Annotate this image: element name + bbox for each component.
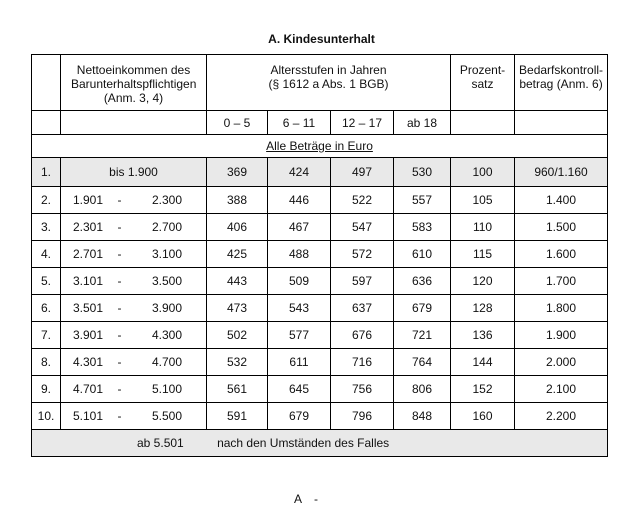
amount-age-18: 764: [394, 349, 451, 376]
amount-age-6-11: 488: [268, 241, 331, 268]
income-to: 3.900: [151, 301, 182, 315]
amount-age-12-17: 522: [331, 187, 394, 214]
amount-age-0-5: 425: [207, 241, 268, 268]
row-number: 4.: [32, 241, 61, 268]
row-number: 1.: [32, 158, 61, 187]
age-col-1: 6 – 11: [268, 111, 331, 135]
income-to: 5.100: [151, 382, 182, 396]
amount-age-12-17: 497: [331, 158, 394, 187]
amount-age-12-17: 756: [331, 376, 394, 403]
income-dash: -: [117, 247, 122, 261]
income-to: 4.300: [151, 328, 182, 342]
currency-note: Alle Beträge in Euro: [266, 139, 373, 153]
amount-age-0-5: 443: [207, 268, 268, 295]
age-col-2: 12 – 17: [331, 111, 394, 135]
header-income: [61, 55, 207, 111]
table-row: [32, 376, 608, 403]
amount-age-18: 530: [394, 158, 451, 187]
demand-control-value: 1.500: [515, 214, 608, 241]
footer-row: [32, 430, 608, 457]
demand-control-value: 1.900: [515, 322, 608, 349]
empty-cell: [61, 111, 207, 135]
row-number: 9.: [32, 376, 61, 403]
amount-age-18: 721: [394, 322, 451, 349]
amount-age-18: 636: [394, 268, 451, 295]
amount-age-18: 806: [394, 376, 451, 403]
amount-age-18: 557: [394, 187, 451, 214]
income-dash: -: [117, 220, 122, 234]
income-dash: -: [117, 328, 122, 342]
percent-value: 115: [451, 241, 515, 268]
income-range: [61, 241, 207, 268]
income-dash: -: [117, 409, 122, 423]
percent-value: 128: [451, 295, 515, 322]
footer-note: nach den Umständen des Falles: [217, 436, 390, 450]
demand-control-value: 960/1.160: [515, 158, 608, 187]
percent-value: 120: [451, 268, 515, 295]
empty-cell: [32, 111, 61, 135]
amount-age-12-17: 547: [331, 214, 394, 241]
amount-age-0-5: 502: [207, 322, 268, 349]
demand-control-value: 2.000: [515, 349, 608, 376]
footer-income: ab 5.501: [137, 436, 184, 450]
table-row: [32, 158, 608, 187]
age-columns-row: [32, 111, 608, 135]
amount-age-0-5: 388: [207, 187, 268, 214]
row-number: 8.: [32, 349, 61, 376]
header-demand: [515, 55, 608, 111]
amount-age-18: 848: [394, 403, 451, 430]
table-row: [32, 187, 608, 214]
empty-cell: [451, 111, 515, 135]
amount-age-12-17: 796: [331, 403, 394, 430]
amount-age-12-17: 572: [331, 241, 394, 268]
row-number: 2.: [32, 187, 61, 214]
header-age-groups: [207, 55, 451, 111]
table-row: [32, 241, 608, 268]
cut-off-text: A -: [294, 492, 318, 506]
header-percent: [451, 55, 515, 111]
amount-age-0-5: 591: [207, 403, 268, 430]
income-from: 4.701: [73, 382, 104, 396]
child-support-table: [31, 54, 608, 457]
income-dash: -: [117, 382, 122, 396]
page-title: A. Kindesunterhalt: [268, 32, 375, 46]
income-to: 4.700: [151, 355, 182, 369]
income-range: [61, 158, 207, 187]
income-to: 2.700: [151, 220, 182, 234]
amount-age-12-17: 676: [331, 322, 394, 349]
amount-age-6-11: 611: [268, 349, 331, 376]
income-from: 2.301: [73, 220, 104, 234]
income-to: 3.100: [151, 247, 182, 261]
footer-cell: [32, 430, 608, 457]
percent-value: 110: [451, 214, 515, 241]
amount-age-0-5: 532: [207, 349, 268, 376]
amount-age-0-5: 561: [207, 376, 268, 403]
age-col-0: 0 – 5: [207, 111, 268, 135]
percent-value: 105: [451, 187, 515, 214]
amount-age-12-17: 716: [331, 349, 394, 376]
demand-control-value: 1.700: [515, 268, 608, 295]
table-row: [32, 403, 608, 430]
income-range: [61, 187, 207, 214]
income-dash: -: [117, 355, 122, 369]
table-row: [32, 322, 608, 349]
demand-control-value: 1.800: [515, 295, 608, 322]
income-from: 3.901: [73, 328, 104, 342]
amount-age-12-17: 637: [331, 295, 394, 322]
table-body: [32, 158, 608, 430]
income-range: [61, 376, 207, 403]
amount-age-6-11: 424: [268, 158, 331, 187]
income-to: 3.500: [151, 274, 182, 288]
header-percent-label: Prozent-satz: [459, 63, 506, 91]
income-range: [61, 322, 207, 349]
percent-value: 136: [451, 322, 515, 349]
amount-age-6-11: 577: [268, 322, 331, 349]
percent-value: 152: [451, 376, 515, 403]
amount-age-18: 610: [394, 241, 451, 268]
row-number: 7.: [32, 322, 61, 349]
amount-age-18: 583: [394, 214, 451, 241]
empty-cell: [515, 111, 608, 135]
header-age-groups-line2: (§ 1612 a Abs. 1 BGB): [268, 77, 389, 91]
income-dash: -: [117, 301, 122, 315]
income-range: [61, 349, 207, 376]
percent-value: 144: [451, 349, 515, 376]
income-from: 5.101: [73, 409, 104, 423]
header-row: [32, 55, 608, 111]
table-row: [32, 268, 608, 295]
amount-age-18: 679: [394, 295, 451, 322]
demand-control-value: 2.100: [515, 376, 608, 403]
income-dash: -: [117, 274, 122, 288]
demand-control-value: 1.400: [515, 187, 608, 214]
header-demand-label: Bedarfskontroll-betrag (Anm. 6): [519, 63, 604, 91]
income-from: 1.901: [73, 193, 104, 207]
percent-value: 160: [451, 403, 515, 430]
income-to: 2.300: [151, 193, 182, 207]
amount-age-6-11: 645: [268, 376, 331, 403]
amount-age-12-17: 597: [331, 268, 394, 295]
header-number-cell: [32, 55, 61, 111]
income-single: bis 1.900: [109, 165, 158, 179]
demand-control-value: 1.600: [515, 241, 608, 268]
demand-control-value: 2.200: [515, 403, 608, 430]
row-number: 10.: [32, 403, 61, 430]
income-range: [61, 268, 207, 295]
income-dash: -: [117, 193, 122, 207]
income-from: 2.701: [73, 247, 104, 261]
income-from: 4.301: [73, 355, 104, 369]
income-range: [61, 214, 207, 241]
row-number: 6.: [32, 295, 61, 322]
income-to: 5.500: [151, 409, 182, 423]
amount-age-6-11: 509: [268, 268, 331, 295]
amount-age-0-5: 369: [207, 158, 268, 187]
income-from: 3.101: [73, 274, 104, 288]
income-range: [61, 403, 207, 430]
table-row: [32, 295, 608, 322]
currency-note-cell: [32, 135, 608, 158]
income-from: 3.501: [73, 301, 104, 315]
amount-age-6-11: 446: [268, 187, 331, 214]
amount-age-0-5: 406: [207, 214, 268, 241]
row-number: 3.: [32, 214, 61, 241]
age-col-3: ab 18: [394, 111, 451, 135]
table-row: [32, 214, 608, 241]
income-range: [61, 295, 207, 322]
amount-age-6-11: 467: [268, 214, 331, 241]
amount-age-6-11: 543: [268, 295, 331, 322]
row-number: 5.: [32, 268, 61, 295]
table-row: [32, 349, 608, 376]
percent-value: 100: [451, 158, 515, 187]
amount-age-6-11: 679: [268, 403, 331, 430]
header-income-label: Nettoeinkommen des Barunterhaltspflichtigen (Anm. 3, 4): [71, 63, 197, 105]
currency-row: [32, 135, 608, 158]
header-age-groups-line1: Altersstufen in Jahren: [270, 63, 387, 77]
amount-age-0-5: 473: [207, 295, 268, 322]
